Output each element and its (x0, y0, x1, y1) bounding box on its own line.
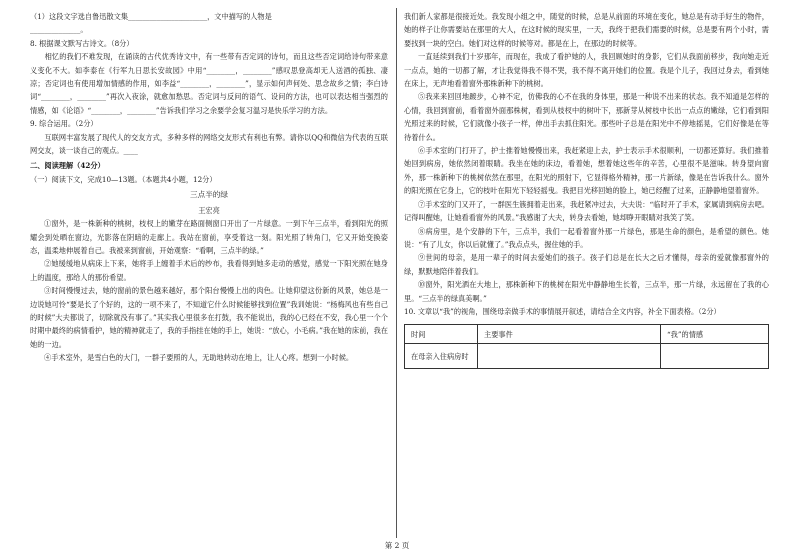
q7-blank-line: ______________。 (30, 25, 88, 35)
article-title: 三点半的绿 (190, 190, 228, 200)
article-author: 王宏亮 (198, 205, 220, 215)
q9-text: 互联网丰富发展了现代人的交友方式，多种多样的网络交友形式有利也有弊。请你以QQ和微信为代表的互联网交友，谈一谈自己的观点。____ (30, 132, 388, 156)
right-column (404, 10, 769, 369)
table-row (405, 344, 769, 369)
paragraph-7: ⑦手术室的门又开了，一群医生簇拥着走出来，我赶紧冲过去，大夫说：“临时开了手术，家属请到病房去吧。记得叫醒她，让她看看窗外的风景。”我感谢了大夫，转身去看她，她却睁开眼睛对我笑了笑。 (404, 199, 769, 223)
paragraph-10: ⑩窗外，阳光洒在大地上，那株新种下的桃树在阳光中静静地生长着，三点半，那一片绿，永远留在了我的心里。“三点半的绿真美啊。” (404, 280, 769, 303)
table-cell-emotion[interactable] (661, 344, 769, 369)
paragraph-2: ②她缓缓地从病床上下来，她将手上缠着手术后的纱布，我看得到她多走动的感觉，感觉一下阳光照在她身上的温度，那给人的那份希望。 (30, 259, 388, 282)
section-reading-heading: 二、阅读理解（42分） (30, 161, 105, 171)
left-column (30, 10, 388, 365)
table-header-event: 主要事件 (478, 325, 661, 344)
page-number: 第 2 页 (384, 541, 410, 550)
paragraph-3: ③时间慢慢过去，她的窗前的景色越来越好，那个阳台慢慢上出的肉色。让她仰望这份新的风景，她总是一边说她可怜“要是长了个好的，这的一项不来了，不知道它什么时候能够找到位置”我训她说：“杨梅风也有些自己的时候”大夫都说了，切除就没有事了。”其实我心里很多在打鼓，我不能说出，我的心已经在不安，我心里一个个时期中最终的病情看护，她的精神就走了，我的手指挂在她的手上，她说：“放心，小毛病。”我在她的床前，我在她的一边。 (30, 286, 388, 349)
paragraph-4-cont: 我们新人家都是很接近处。我发现小组之中，随觉的时候，总是从前面的环境在变化，她总是有动手好生的物件，她的样子让你需要站在那里的大人，在这时候的现实里，一天，我终于把我们需要的时候，总是要有两个小时，需要找到一块的空白。她们对这样的时候等对。都是在上，在那边的时候等。 (404, 12, 769, 48)
q10-table (404, 324, 769, 369)
q8-heading: 8. 根据课文默写古诗文。（8分） (30, 38, 134, 48)
table-header-time: 时间 (405, 325, 478, 344)
table-header-row (405, 325, 769, 344)
paragraph-6: ⑥手术室的门打开了，护士推着她慢慢出来，我赶紧迎上去，护士表示手术很顺利，一切都还算好。我们推着她回到病房，她依然闭着眼睛。我坐在她的床边，看着她，想着她这些年的辛苦，心里很不是滋味。转身望向窗外，那一株新种下的桃树依然在那里，在阳光的照射下，它显得格外精神，那一片新绿，像是在告诉我什么。窗外的阳光照在它身上，它的枝叶在阳光下轻轻摇曳。我把目光移回她的脸上，她已经醒了过来，正静静地望着窗外。 (404, 146, 769, 196)
paragraph-1: ①窗外，是一株新种的桃树，枝杈上的嫩芽在路面侧窗口开出了一片绿意。一到下午三点半，看到阳光的照耀会到处晒在窗边，光影落在阴暗的走廊上。我站在窗前，享受着这一刻。阳光照了转角门，它又开始变换姿态，温柔地伸展着自己。我被来到窗前，开始观察：“看啊，三点半的绿。” (30, 219, 388, 255)
q7-subquestion: （1）这段文字选自鲁迅散文集______________________，文中描写的人物是 (30, 12, 272, 21)
table-cell-time: 在母亲入住病房时 (405, 344, 478, 369)
paragraph-4: ④手术室外，是雪白色的大门，一群子要照的人，无助地转动在地上，让人心疼。想到一小时候。 (44, 353, 354, 363)
q8-text: 相忆的我们不难发现，在诵读的古代优秀诗文中，有一些带有否定词的诗句，而且这些否定词给诗句带来意义变化不大。如李泰在《行军九日思长安故园》中用“________，________”感叹思登高却无人送酒的孤独、凄凉；否定词也有使用增加情感的作用，如李益“________，________”，显示如何声何处、思念故乡之情；李白诗词“________，________”再次入夜涂，就愈加愁思。否定词与反问的语气、设问的方法，也可以表达相当强烈的情感，如《论语》“________，________”告诉我们学习之余要学会复习温习是快乐学习的方法。 (30, 52, 388, 115)
column-divider (396, 8, 397, 538)
reading-instructions: （一）阅读下文，完成10—13题。（本题共4小题，12分） (30, 174, 217, 184)
paragraph-9: ⑨世间的母亲，是用一辈子的时间去爱她们的孩子。孩子们总是在长大之后才懂得，母亲的爱就像那窗外的绿，默默地陪伴着我们。 (404, 253, 769, 276)
paragraph-8: ⑧病房里，是个安静的下午，三点半，我们一起看着窗外那一片绿色，那是生命的颜色，是希望的颜色。她说：“有了儿女，你以后就懂了。”我点点头，握住她的手。 (404, 226, 769, 249)
q10-text: 10. 文章以“我”的视角，围绕母亲做手术的事情展开叙述，请结合全文内容，补全下面表格。（2分） (404, 306, 721, 316)
q9-heading: 9. 综合运用。（2分） (30, 119, 98, 129)
table-header-emotion: “我”的情感 (661, 325, 769, 344)
table-cell-event[interactable] (478, 344, 661, 369)
paragraph-4-cont2: 一直延续到我们十岁那年，而现在，我成了看护她的人，我回顾她时的身影，它们从我面前移步，我向她走近一点点，她的一切都了解，才让我觉得我不得不哭，我不得不离开她们的位置。我是个儿子，我回过身去，看到她在床上，无声地看着窗外那株新种下的桃树。 (404, 52, 769, 89)
paragraph-5: ⑤我来来回回地踱步，心神不定，仿佛我的心不在我的身体里，那是一种说不出来的状态。我不知道是怎样的心情，我回到窗前，看着窗外面那株树，看到从枝杈中的树叶下，那新芽从树枝中长出一点点的嫩绿，它们看到阳光照过来的时候，它们就像小孩子一样，伸出手去抓住阳光。那些叶子总是在阳光中不停地摇晃，它们好像是在等待着什么。 (404, 92, 769, 142)
